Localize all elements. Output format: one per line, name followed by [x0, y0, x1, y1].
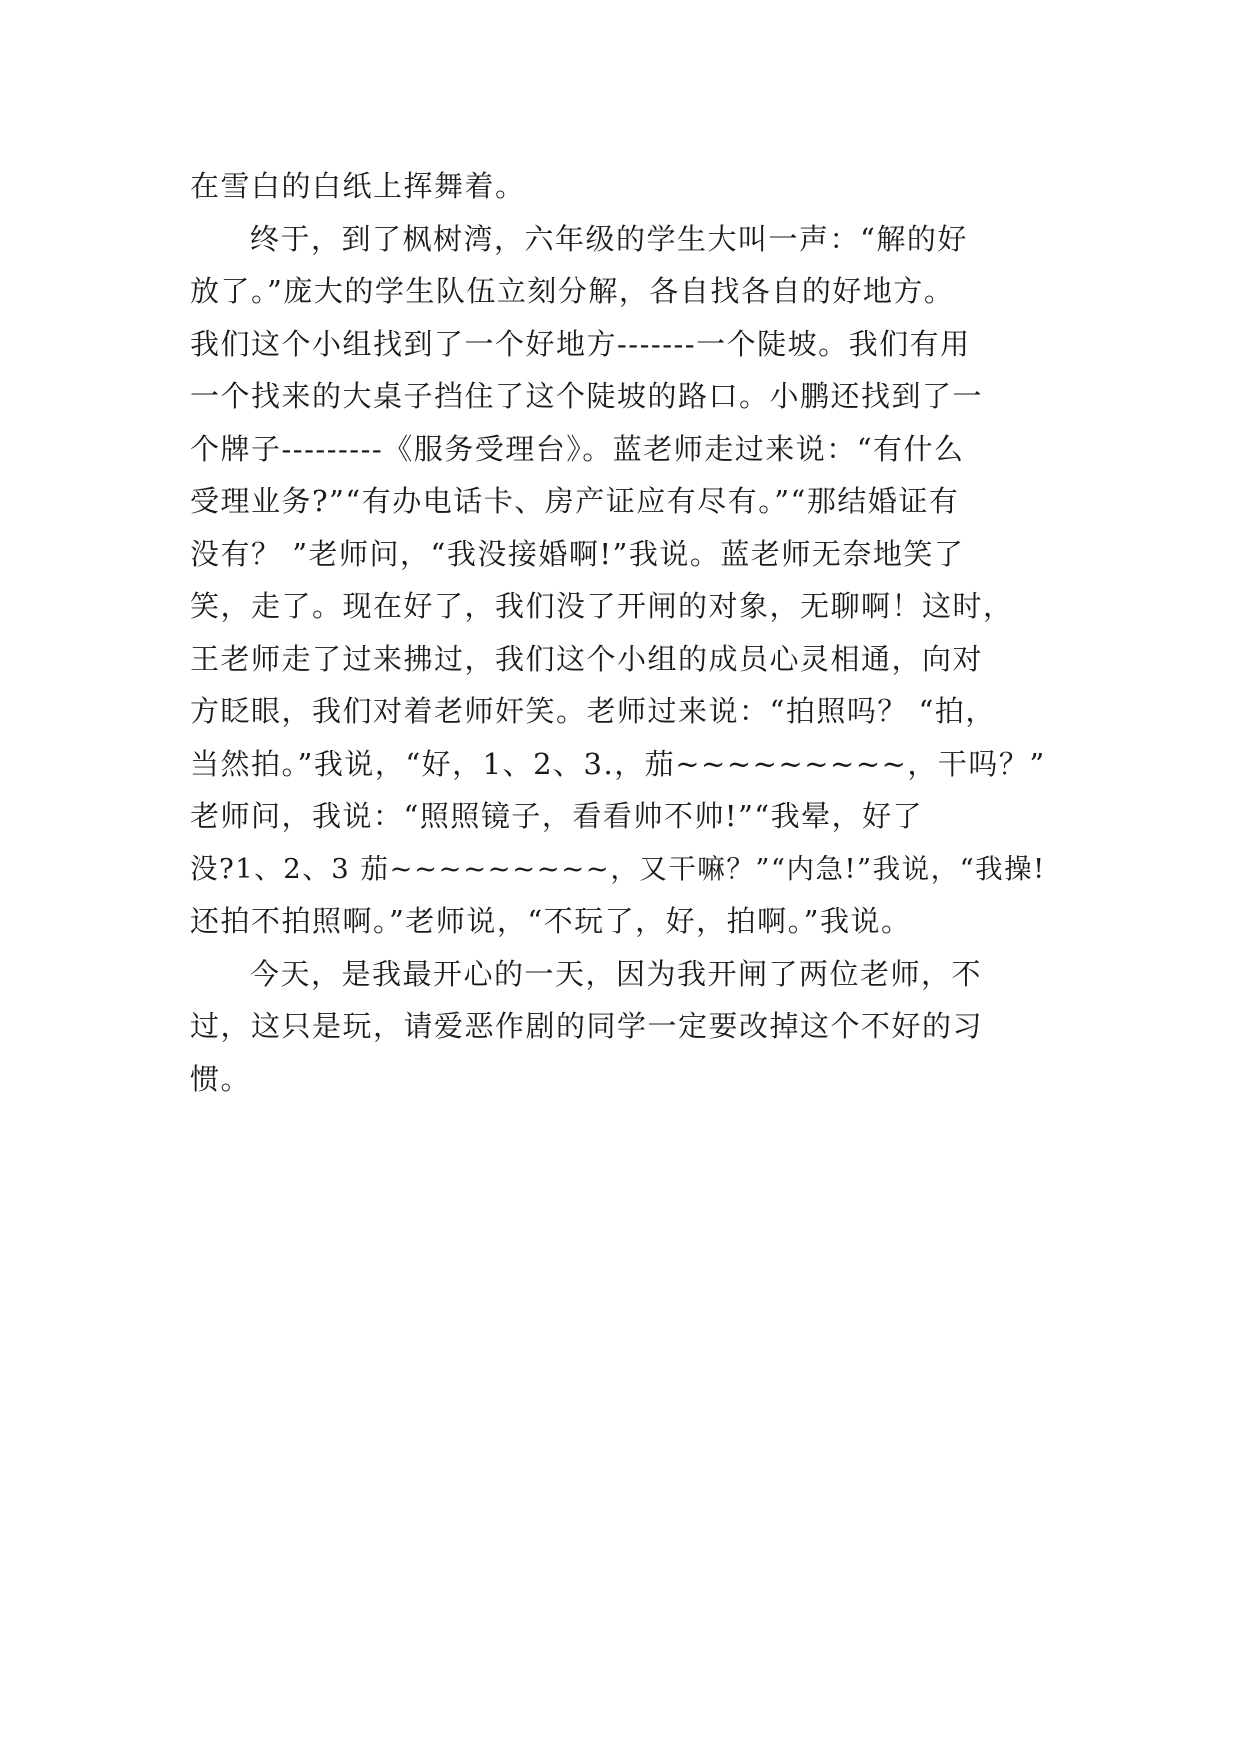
text-line: 方眨眼，我们对着老师奸笑。老师过来说：“拍照吗？ “拍， [190, 694, 996, 728]
text-line: 没?1、2、3 茄~~~~~~~~~，又干嘛？”“内急!”我说，“我操! [190, 852, 1046, 885]
essay-body [190, 160, 1050, 1105]
text-line: 放了。”庞大的学生队伍立刻分解，各自找各自的好地方。 [190, 274, 955, 308]
text-line: 还拍不拍照啊。”老师说，“不玩了，好，拍啊。”我说。 [190, 904, 912, 938]
text-line: 过，这只是玩，请爱恶作剧的同学一定要改掉这个不好的习 [190, 1009, 984, 1043]
text-line: 当然拍。”我说，“好，1、2、3.，茄~~~~~~~~~，干吗？” [190, 746, 1046, 781]
text-line: 惯。 [190, 1061, 252, 1096]
text-line: 终于，到了枫树湾，六年级的学生大叫一声：“解的好 [250, 221, 968, 256]
text-line: 个牌子---------《服务受理台》。蓝老师走过来说：“有什么 [190, 431, 965, 466]
text-line: 没有？ ”老师问，“我没接婚啊!”我说。蓝老师无奈地笑了 [190, 536, 965, 571]
text-line: 我们这个小组找到了一个好地方-------一个陡坡。我们有用 [190, 326, 971, 361]
text-line: 在雪白的白纸上挥舞着。 [190, 169, 526, 203]
text-line: 老师问，我说：“照照镜子，看看帅不帅!”“我晕，好了 [190, 799, 924, 833]
text-line: 王老师走了过来拂过，我们这个小组的成员心灵相通，向对 [190, 641, 984, 676]
text-line: 一个找来的大桌子挡住了这个陡坡的路口。小鹏还找到了一 [190, 379, 984, 413]
text-line: 笑，走了。现在好了，我们没了开闸的对象，无聊啊！这时， [190, 589, 1014, 623]
text-line: 今天，是我最开心的一天，因为我开闸了两位老师，不 [250, 956, 983, 991]
text-line: 受理业务?”“有办电话卡、房产证应有尽有。”“那结婚证有 [190, 484, 960, 518]
